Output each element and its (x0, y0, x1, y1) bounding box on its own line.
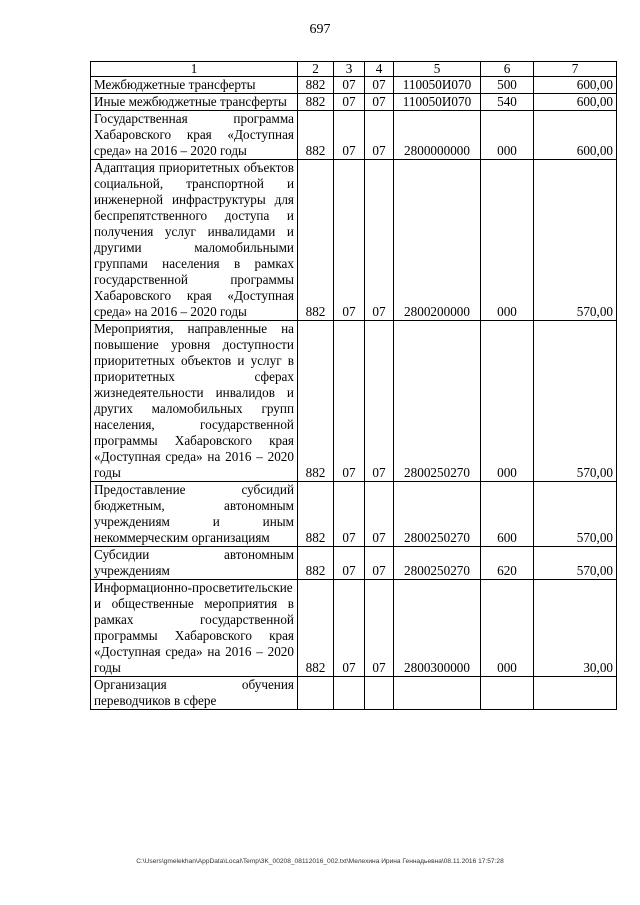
row-col-6 (481, 677, 534, 710)
row-col-3: 07 (334, 580, 365, 677)
row-col-7: 600,00 (534, 77, 617, 94)
row-col-3: 07 (334, 160, 365, 321)
table-row (91, 677, 617, 710)
row-col-3: 07 (334, 321, 365, 482)
row-col-4: 07 (365, 94, 394, 111)
column-header-5: 5 (394, 62, 481, 77)
row-col-7: 570,00 (534, 160, 617, 321)
row-col-7: 570,00 (534, 482, 617, 547)
row-name: Предоставление субсидий бюджетным, автономным учреждениям и иным некоммерческим организациям (91, 482, 298, 547)
row-col-5: 2800200000 (394, 160, 481, 321)
page-number: 697 (309, 22, 331, 37)
row-col-3: 07 (334, 111, 365, 160)
column-header-1: 1 (91, 62, 298, 77)
row-name: Субсидии автономным учреждениям (91, 547, 298, 580)
row-name: Адаптация приоритетных объектов социальной, транспортной и инженерной инфраструктуры для беспрепятственного доступа и получения услуг инвалидами и другими маломобильными группами населения в рамках государственной программы Хабаровского края «Доступная среда» на 2016 – 2020 годы (91, 160, 298, 321)
row-col-5: 2800000000 (394, 111, 481, 160)
row-col-3: 07 (334, 77, 365, 94)
row-name: Государственная программа Хабаровского края «Доступная среда» на 2016 – 2020 годы (91, 111, 298, 160)
table-row (91, 160, 617, 321)
row-col-5 (394, 677, 481, 710)
row-col-5: 110050И070 (394, 77, 481, 94)
table-row (91, 321, 617, 482)
table-row (91, 111, 617, 160)
row-name: Информационно-просветительские и общественные мероприятия в рамках государственной программы Хабаровского края «Доступная среда» на 2016 – 2020 годы (91, 580, 298, 677)
row-col-2: 882 (298, 160, 334, 321)
row-col-6: 600 (481, 482, 534, 547)
budget-table (90, 61, 617, 710)
row-name: Иные межбюджетные трансферты (91, 94, 298, 111)
table-row (91, 77, 617, 94)
column-header-row (91, 62, 617, 77)
row-col-2: 882 (298, 77, 334, 94)
row-name: Межбюджетные трансферты (91, 77, 298, 94)
row-col-2: 882 (298, 547, 334, 580)
row-col-2: 882 (298, 580, 334, 677)
row-name: Организация обучения переводчиков в сфере (91, 677, 298, 710)
column-header-6: 6 (481, 62, 534, 77)
row-col-6: 540 (481, 94, 534, 111)
row-col-2: 882 (298, 111, 334, 160)
row-col-6: 000 (481, 321, 534, 482)
column-header-2: 2 (298, 62, 334, 77)
row-col-7: 30,00 (534, 580, 617, 677)
row-col-4: 07 (365, 547, 394, 580)
row-col-3 (334, 677, 365, 710)
row-col-4: 07 (365, 111, 394, 160)
table-row (91, 580, 617, 677)
row-col-5: 2800250270 (394, 482, 481, 547)
row-col-4: 07 (365, 160, 394, 321)
row-col-6: 000 (481, 111, 534, 160)
row-col-2 (298, 677, 334, 710)
row-col-5: 2800250270 (394, 321, 481, 482)
row-col-4: 07 (365, 580, 394, 677)
row-col-6: 620 (481, 547, 534, 580)
column-header-7: 7 (534, 62, 617, 77)
row-col-5: 2800250270 (394, 547, 481, 580)
row-col-7 (534, 677, 617, 710)
column-header-4: 4 (365, 62, 394, 77)
row-col-6: 500 (481, 77, 534, 94)
row-col-3: 07 (334, 547, 365, 580)
row-col-7: 570,00 (534, 321, 617, 482)
row-col-4: 07 (365, 321, 394, 482)
row-col-7: 600,00 (534, 94, 617, 111)
table-row (91, 94, 617, 111)
row-col-4 (365, 677, 394, 710)
table-row (91, 482, 617, 547)
row-col-3: 07 (334, 482, 365, 547)
column-header-3: 3 (334, 62, 365, 77)
row-col-3: 07 (334, 94, 365, 111)
row-col-6: 000 (481, 580, 534, 677)
row-col-6: 000 (481, 160, 534, 321)
row-col-2: 882 (298, 482, 334, 547)
row-col-7: 570,00 (534, 547, 617, 580)
row-col-4: 07 (365, 77, 394, 94)
table-row (91, 547, 617, 580)
row-col-4: 07 (365, 482, 394, 547)
row-col-5: 110050И070 (394, 94, 481, 111)
footer-file-path: C:\Users\gmelekhan\AppData\Local\Temp\3K_00208_08112016_002.txt\Мелехина Ирина Геннадьевна\08.11.2016 17:57:28 (136, 858, 504, 865)
row-col-5: 2800300000 (394, 580, 481, 677)
row-col-2: 882 (298, 321, 334, 482)
row-col-7: 600,00 (534, 111, 617, 160)
row-col-2: 882 (298, 94, 334, 111)
row-name: Мероприятия, направленные на повышение уровня доступности приоритетных объектов и услуг в приоритетных сферах жизнедеятельности инвалидов и других маломобильных групп населения, государственной программы Хабаровского края «Доступная среда» на 2016 – 2020 годы (91, 321, 298, 482)
